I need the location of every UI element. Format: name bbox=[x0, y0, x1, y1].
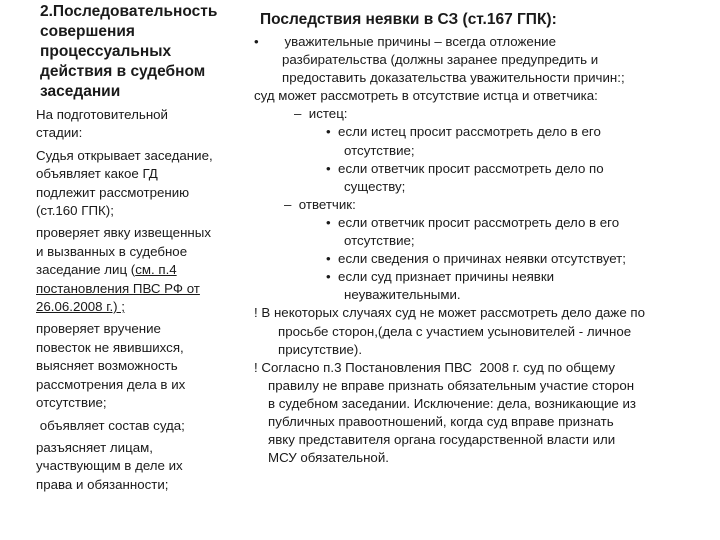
consequence-line: присутствие). bbox=[278, 341, 363, 357]
consequence-line: существу; bbox=[344, 178, 406, 194]
text-line: и вызванных в судебное bbox=[36, 243, 188, 259]
consequence-line: просьбе сторон,(дела с участием усыновителей - личное bbox=[278, 323, 632, 339]
step-open-session bbox=[36, 147, 246, 221]
text-line: (ст.160 ГПК); bbox=[36, 203, 114, 219]
consequence-line: публичных правоотношений, когда суд вправе признать bbox=[268, 413, 614, 429]
consequence-line: • если сведения о причинах неявки отсутствует; bbox=[326, 251, 626, 267]
text-line: участвующим в деле их bbox=[36, 458, 183, 474]
step-announce-court bbox=[36, 417, 246, 435]
consequence-line: неуважительными. bbox=[344, 287, 461, 303]
right-column bbox=[254, 0, 694, 467]
text-fragment: заседание лиц ( bbox=[36, 262, 136, 278]
consequence-line: • если истец просит рассмотреть дело в его bbox=[326, 124, 601, 140]
consequence-line: • если ответчик просит рассмотреть дело по bbox=[326, 160, 604, 176]
consequence-line: суд может рассмотреть в отсутствие истца и ответчика: bbox=[254, 88, 598, 104]
text-line: подлежит рассмотрению bbox=[36, 184, 190, 200]
text-line: права и обязанности; bbox=[36, 476, 169, 492]
consequence-line: в судебном заседании. Исключение: дела, возникающие из bbox=[268, 395, 637, 411]
section-title bbox=[36, 2, 246, 102]
consequence-line: явку представителя органа государственной власти или bbox=[268, 432, 616, 448]
consequence-line: • если ответчик просит рассмотреть дело в его bbox=[326, 214, 620, 230]
text-line: отсутствие; bbox=[36, 395, 107, 411]
section-title-line: совершения bbox=[40, 23, 135, 40]
left-column bbox=[36, 0, 246, 494]
text-line: повесток не явившихся, bbox=[36, 339, 184, 355]
text-line: объявляет состав суда; bbox=[36, 417, 185, 433]
consequence-line: отсутствие; bbox=[344, 233, 415, 249]
resolution-reference-link[interactable]: см. п.4 bbox=[135, 262, 177, 278]
consequence-line: – ответчик: bbox=[284, 196, 356, 212]
consequence-line: правилу не вправе признать обязательным участие сторон bbox=[268, 377, 635, 393]
text-line: объявляет какое ГД bbox=[36, 166, 158, 182]
step-check-summons bbox=[36, 320, 246, 412]
section-title-line: 2.Последовательность bbox=[40, 3, 218, 20]
consequence-line: • если суд признает причины неявки bbox=[326, 269, 555, 285]
consequences-list bbox=[254, 33, 694, 467]
consequence-line: ! В некоторых случаях суд не может рассмотреть дело даже по bbox=[254, 305, 645, 321]
text-line: разъясняет лицам, bbox=[36, 439, 153, 455]
section-title-line: заседании bbox=[40, 83, 121, 100]
section-title-line: процессуальных bbox=[40, 43, 172, 60]
text-line: стадии: bbox=[36, 125, 83, 141]
step-check-attendance bbox=[36, 224, 246, 316]
text-line: рассмотрения дела в их bbox=[36, 376, 186, 392]
consequence-line: ! Согласно п.3 Постановления ПВС 2008 г. суд по общему bbox=[254, 359, 616, 375]
step-explain-rights bbox=[36, 439, 246, 494]
consequence-line: предоставить доказательства уважительности причин:; bbox=[282, 70, 625, 86]
consequences-title: Последствия неявки в СЗ (ст.167 ГПК): bbox=[260, 11, 557, 28]
consequence-line: • уважительные причины – всегда отложение bbox=[254, 34, 556, 49]
resolution-reference-link[interactable]: 26.06.2008 г.) ; bbox=[36, 299, 125, 315]
consequence-line: МСУ обязательной. bbox=[268, 450, 389, 466]
text-line: Судья открывает заседание, bbox=[36, 147, 213, 163]
intro-text bbox=[36, 106, 246, 143]
resolution-reference-link[interactable]: постановления ПВС РФ от bbox=[36, 280, 200, 296]
text-line: На подготовительной bbox=[36, 107, 168, 122]
text-line: проверяет явку извещенных bbox=[36, 225, 211, 241]
text-line bbox=[36, 261, 246, 279]
consequence-line: – истец: bbox=[294, 106, 348, 122]
section-title-line: действия в судебном bbox=[40, 63, 206, 80]
text-line: выясняет возможность bbox=[36, 358, 178, 374]
consequence-line: разбирательства (должны заранее предупредить и bbox=[282, 52, 599, 68]
consequence-line: отсутствие; bbox=[344, 142, 415, 158]
text-line: проверяет вручение bbox=[36, 321, 161, 337]
